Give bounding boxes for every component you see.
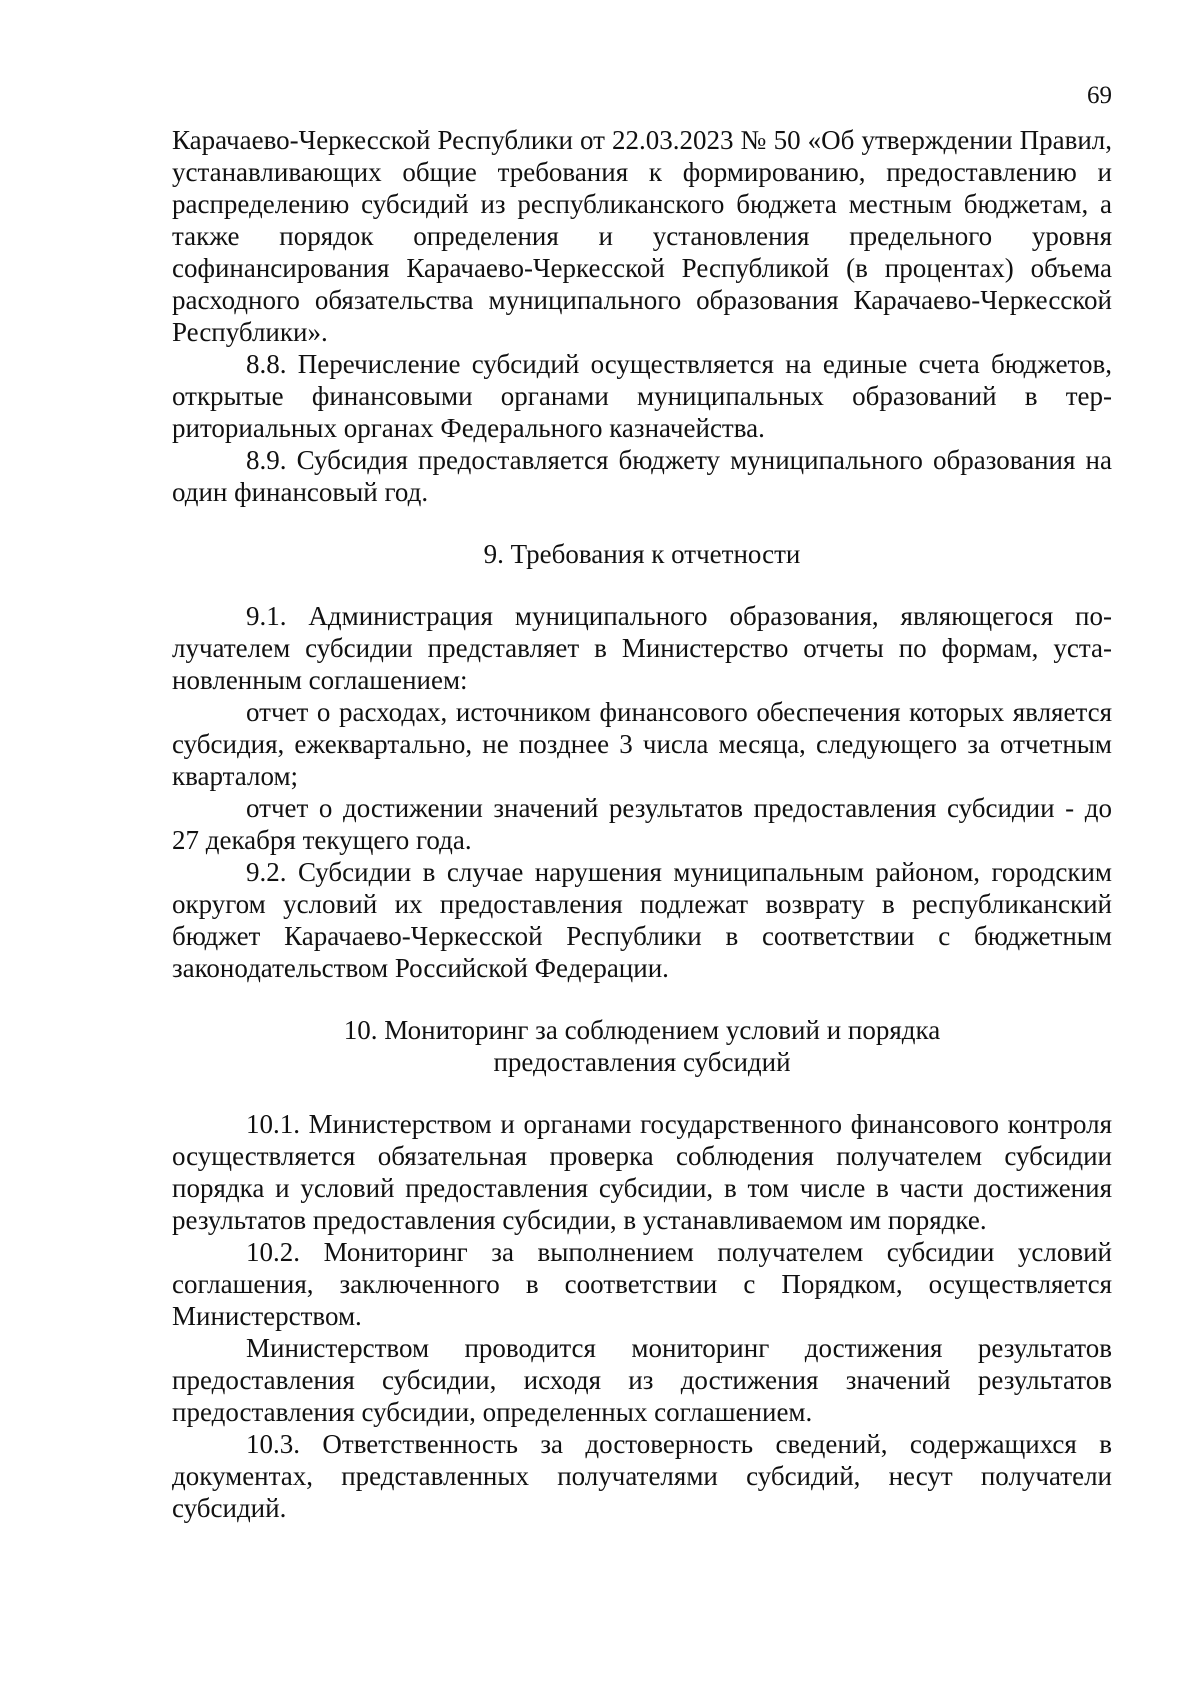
page-number: 69 bbox=[1087, 82, 1112, 109]
section-heading-line: 10. Мониторинг за соблюдением условий и порядка bbox=[343, 1015, 941, 1045]
paragraph: 10.3. Ответственность за достоверность сведений, содержащихся в документах, представленных получателями субсидий, несут получатели субсидий. bbox=[172, 1429, 1112, 1523]
section-spacer bbox=[172, 1078, 1112, 1108]
section-heading-line: предоставления субсидий bbox=[493, 1047, 791, 1077]
paragraph: 10.1. Министерством и органами государственного финансового контроля осуществляется обязательная проверка соблюдения получателем субсидии порядка и условий предоставления субсидии, в том числе в части достижения результатов предоставления субсидии, в устанавливаемом им порядке. bbox=[172, 1109, 1112, 1235]
paragraph: 9.1. Администрация муниципального образования, являющегося получателем субсидии представляет в Министерство отчеты по формам, установленным соглашением: bbox=[172, 601, 1112, 695]
document-body bbox=[172, 124, 1112, 1524]
paragraph: 8.8. Перечисление субсидий осуществляется на единые счета бюджетов, открытые финансовыми органами муниципальных образований в территориальных органах Федерального казначейства. bbox=[172, 349, 1112, 443]
section-spacer bbox=[172, 570, 1112, 600]
paragraph: Карачаево-Черкесской Республики от 22.03.2023 № 50 «Об утверждении Правил, устанавливающих общие требования к формированию, предоставлению и распределению субсидий из республиканского бюджета местным бюджетам, а также порядок определения и установления предельного уровня софинансирования Карачаево-Черкесской Республикой (в процентах) объема расходного обязательства муниципального образования Карачаево-Черкесской Республики». bbox=[172, 125, 1112, 347]
paragraph: 8.9. Субсидия предоставляется бюджету муниципального образования на один финансовый год. bbox=[172, 445, 1112, 507]
section-heading bbox=[172, 1014, 1112, 1078]
section-spacer bbox=[172, 508, 1112, 538]
paragraph: 9.2. Субсидии в случае нарушения муниципальным районом, городским округом условий их предоставления подлежат возврату в республиканский бюджет Карачаево-Черкесской Республики в соответствии с бюджетным законодательством Российской Федерации. bbox=[172, 857, 1112, 983]
section-heading bbox=[172, 538, 1112, 570]
paragraph: Министерством проводится мониторинг достижения результатов предоставления субсидии, исходя из достижения значений результатов предоставления субсидии, определенных соглашением. bbox=[172, 1333, 1112, 1427]
paragraph: отчет о расходах, источником финансового обеспечения которых является субсидия, ежеквартально, не позднее 3 числа месяца, следующего за отчетным кварталом; bbox=[172, 697, 1112, 791]
section-heading-line: 9. Требования к отчетности bbox=[483, 539, 801, 569]
section-spacer bbox=[172, 984, 1112, 1014]
paragraph: отчет о достижении значений результатов предоставления субсидии - до 27 декабря текущего года. bbox=[172, 793, 1112, 855]
paragraph: 10.2. Мониторинг за выполнением получателем субсидии условий соглашения, заключенного в соответствии с Порядком, осуществляется Министерством. bbox=[172, 1237, 1112, 1331]
